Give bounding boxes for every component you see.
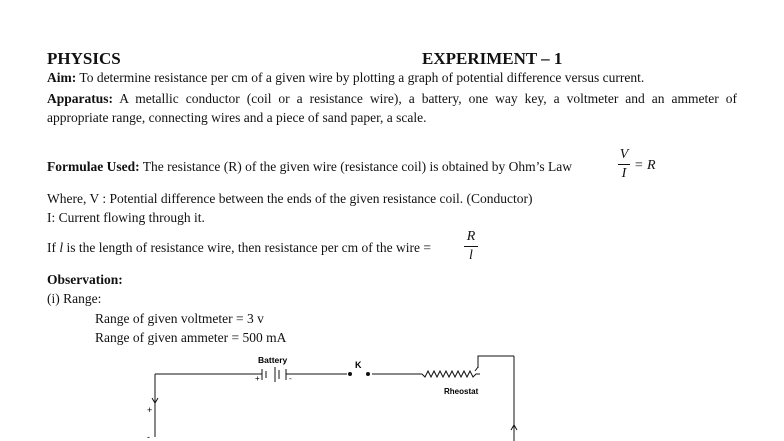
per-cm-denominator: l [469, 248, 473, 263]
length-text: is the length of resistance wire, then resistance per cm of the wire = [66, 240, 431, 255]
observation-label: Observation: [47, 272, 123, 287]
apparatus-label: Apparatus: [47, 91, 114, 106]
aim-text: To determine resistance per cm of a given wire by plotting a graph of potential difference versus current. [79, 70, 645, 85]
experiment-title: EXPERIMENT – 1 [422, 49, 563, 68]
ammeter-plus: + [147, 405, 153, 415]
battery-plus: + [255, 374, 260, 383]
formulae-text: The resistance (R) of the given wire (resistance coil) is obtained by Ohm’s Law [142, 159, 572, 174]
ohm-rhs: = R [634, 158, 656, 173]
rheostat-label: Rheostat [444, 387, 479, 396]
rheostat-coil [422, 371, 480, 377]
battery-label: Battery [258, 355, 288, 365]
rheostat-slider-tip [475, 367, 478, 371]
ammeter-minus: - [147, 432, 150, 441]
ohm-denominator: I [621, 166, 627, 181]
where-line-2: I: Current flowing through it. [47, 210, 205, 225]
battery-minus: - [289, 374, 292, 383]
ohm-numerator: V [619, 147, 629, 162]
aim-label: Aim: [47, 70, 77, 85]
key-label: K [355, 360, 362, 370]
ammeter-range: Range of given ammeter = 500 mA [95, 330, 287, 345]
range-label: (i) Range: [47, 291, 102, 306]
apparatus-line-2: appropriate range, connecting wires and a piece of sand paper, a scale. [47, 110, 427, 125]
rheostat-slider [478, 356, 514, 368]
subject-title: PHYSICS [47, 49, 121, 68]
length-prefix: If [47, 240, 56, 255]
formulae-label: Formulae Used: [47, 159, 140, 174]
apparatus-text-1: A metallic conductor (coil or a resistance wire), a battery, one way key, a voltmeter and an ammeter of [119, 91, 737, 106]
key-terminal [348, 372, 352, 376]
length-symbol: l [59, 240, 64, 255]
voltmeter-range: Range of given voltmeter = 3 v [95, 311, 264, 326]
key-terminal [366, 372, 370, 376]
where-line-1: Where, V : Potential difference between the ends of the given resistance coil. (Conductor) [47, 191, 533, 206]
per-cm-numerator: R [466, 229, 476, 244]
